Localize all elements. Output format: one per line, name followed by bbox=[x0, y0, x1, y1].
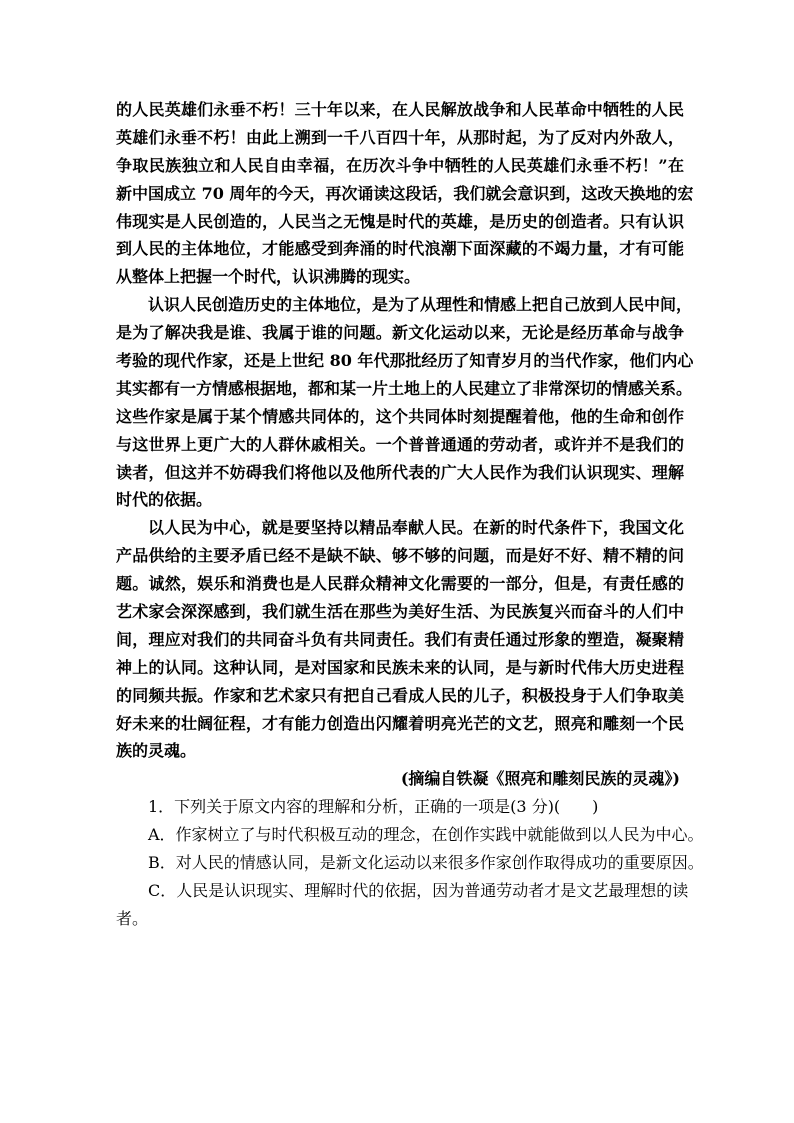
question-1 bbox=[116, 793, 704, 932]
option-a: A．作家树立了与时代积极互动的理念，在创作实践中就能做到以人民为中心。 bbox=[148, 825, 704, 845]
paragraph-1 bbox=[116, 96, 694, 291]
text-line: 认识人民创造历史的主体地位，是为了从理性和情感上把自己放到人民中间， bbox=[148, 295, 693, 315]
text-line: 新中国成立 70 周年的今天，再次诵读这段话，我们就会意识到，这改天换地的宏 bbox=[116, 183, 694, 203]
text-line: 族的灵魂。 bbox=[116, 741, 197, 761]
option-c: C．人民是认识现实、理解时代的依据，因为普通劳动者才是文艺最理想的读 bbox=[148, 880, 689, 900]
text-line: 间，理应对我们的共同奋斗负有共同责任。我们有责任通过形象的塑造，凝聚精 bbox=[116, 629, 684, 649]
text-line: 艺术家会深深感到，我们就生活在那些为美好生活、为民族复兴而奋斗的人们中 bbox=[116, 602, 684, 622]
option-c-continued: 者。 bbox=[116, 908, 149, 928]
source-citation: (摘编自铁凝《照亮和雕刻民族的灵魂》) bbox=[400, 769, 680, 789]
text-line: 这些作家是属于某个情感共同体的，这个共同体时刻提醒着他，他的生命和创作 bbox=[116, 406, 684, 426]
text-line: 读者，但这并不妨碍我们将他以及他所代表的广大人民作为我们认识现实、理解 bbox=[116, 462, 684, 482]
text-line: 神上的认同。这种认同，是对国家和民族未来的认同，是与新时代伟大历史进程 bbox=[116, 657, 684, 677]
text-line: 时代的依据。 bbox=[116, 490, 213, 510]
text-line: 伟现实是人民创造的，人民当之无愧是时代的英雄，是历史的创造者。只有认识 bbox=[116, 211, 684, 231]
text-line: 以人民为中心，就是要坚持以精品奉献人民。在新的时代条件下，我国文化 bbox=[148, 518, 684, 538]
option-b: B．对人民的情感认同，是新文化运动以来很多作家创作取得成功的重要原因。 bbox=[148, 853, 704, 873]
text-line: 争取民族独立和人民自由幸福，在历次斗争中牺牲的人民英雄们永垂不朽！”在 bbox=[116, 155, 684, 175]
text-line: 英雄们永垂不朽！由此上溯到一千八百四十年，从那时起，为了反对内外敌人， bbox=[116, 127, 684, 147]
text-line: 其实都有一方情感根据地，都和某一片土地上的人民建立了非常深切的情感关系。 bbox=[116, 378, 693, 398]
text-line: 考验的现代作家，还是上世纪 80 年代那批经历了知青岁月的当代作家，他们内心 bbox=[116, 351, 694, 371]
text-line: 产品供给的主要矛盾已经不是缺不缺、够不够的问题，而是好不好、精不精的问 bbox=[116, 546, 684, 566]
question-stem: 1．下列关于原文内容的理解和分析，正确的一项是(3 分)( ) bbox=[148, 797, 599, 817]
paragraph-3 bbox=[116, 514, 684, 765]
text-line: 的同频共振。作家和艺术家只有把自己看成人民的儿子，积极投身于人们争取美 bbox=[116, 685, 684, 705]
document-page bbox=[116, 96, 704, 933]
text-line: 与这世界上更广大的人群休戚相关。一个普普通通的劳动者，或许并不是我们的 bbox=[116, 434, 684, 454]
text-line: 题。诚然，娱乐和消费也是人民群众精神文化需要的一部分，但是，有责任感的 bbox=[116, 574, 684, 594]
text-line: 从整体上把握一个时代，认识沸腾的现实。 bbox=[116, 267, 421, 287]
text-line: 的人民英雄们永垂不朽！三十年以来，在人民解放战争和人民革命中牺牲的人民 bbox=[116, 100, 684, 119]
text-line: 是为了解决我是谁、我属于谁的问题。新文化运动以来，无论是经历革命与战争 bbox=[116, 323, 684, 343]
text-line: 到人民的主体地位，才能感受到奔涌的时代浪潮下面深藏的不竭力量，才有可能 bbox=[116, 239, 684, 259]
text-line: 好未来的壮阔征程，才有能力创造出闪耀着明亮光芒的文艺，照亮和雕刻一个民 bbox=[116, 713, 684, 733]
paragraph-2 bbox=[116, 291, 694, 514]
